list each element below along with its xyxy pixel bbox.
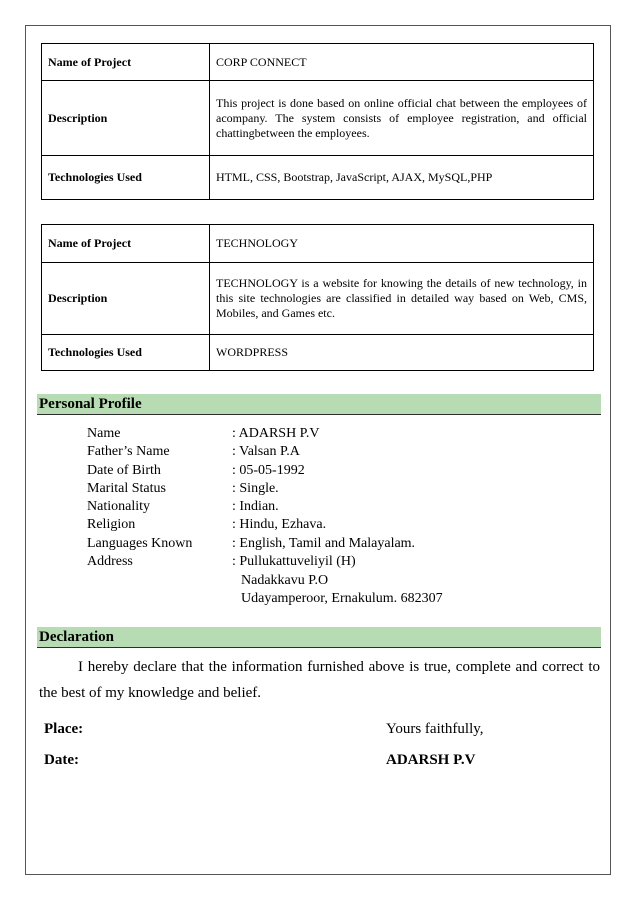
project-name-value: CORP CONNECT: [210, 44, 594, 81]
place-label: Place:: [44, 721, 84, 737]
project-description-label: Description: [42, 81, 210, 156]
project-description-row: [42, 263, 594, 335]
profile-value: : Pullukattuveliyil (H): [232, 554, 356, 570]
project-description-label: Description: [42, 263, 210, 335]
project-tech-value: HTML, CSS, Bootstrap, JavaScript, AJAX, MySQL,PHP: [210, 156, 594, 200]
profile-row-name: [87, 425, 415, 443]
profile-label: Address: [87, 554, 133, 570]
date-label: Date:: [44, 752, 79, 768]
profile-label: Date of Birth: [87, 462, 161, 478]
profile-label: Religion: [87, 517, 136, 533]
project-tech-label: Technologies Used: [42, 335, 210, 371]
project-table-corp-connect: [41, 43, 594, 200]
profile-row-languages: [87, 535, 415, 553]
profile-row-nationality: [87, 498, 415, 516]
address-line: Udayamperoor, Ernakulum. 682307: [241, 591, 443, 606]
profile-label: Name: [87, 426, 121, 441]
profile-label: Languages Known: [87, 535, 193, 551]
project-name-label: Name of Project: [42, 225, 210, 263]
project-name-row: [42, 225, 594, 263]
profile-row-father-name: [87, 443, 415, 461]
profile-value: : English, Tamil and Malayalam.: [232, 535, 416, 551]
profile-label: Marital Status: [87, 480, 166, 496]
profile-row-dob: [87, 462, 415, 480]
profile-value: : Valsan P.A: [232, 444, 300, 460]
declaration-text: I hereby declare that the information furnished above is true, complete and correct to the best of my knowledge and belief.: [39, 659, 600, 701]
project-description-row: [42, 81, 594, 156]
profile-row-religion: [87, 516, 415, 534]
profile-label: Nationality: [87, 499, 150, 515]
project-tech-value: WORDPRESS: [210, 335, 594, 371]
project-tech-row: [42, 335, 594, 371]
profile-value: : Hindu, Ezhava.: [232, 517, 327, 533]
project-tech-label: Technologies Used: [42, 156, 210, 200]
project-name-row: [42, 44, 594, 81]
project-description-value: This project is done based on online official chat between the employees of acompany. The system consists of employee registration, and official chattingbetween the employees.: [210, 81, 594, 156]
address-line: Nadakkavu P.O: [241, 573, 329, 588]
signatory-name: ADARSH P.V: [386, 752, 476, 768]
personal-profile-heading: Personal Profile: [37, 394, 601, 415]
declaration-heading: Declaration: [37, 627, 601, 648]
project-tech-row: [42, 156, 594, 200]
personal-profile-list: [87, 425, 415, 571]
profile-row-address: [87, 553, 415, 571]
project-name-value: TECHNOLOGY: [210, 225, 594, 263]
project-description-value: TECHNOLOGY is a website for knowing the details of new technology, in this site technologies are classified in detailed way based on Web, CMS, Mobiles, and Games etc.: [210, 263, 594, 335]
project-table-technology: [41, 224, 594, 371]
profile-row-marital-status: [87, 480, 415, 498]
profile-value: : Indian.: [232, 499, 279, 515]
project-name-label: Name of Project: [42, 44, 210, 81]
profile-label: Father’s Name: [87, 444, 170, 460]
profile-value: : Single.: [232, 480, 279, 496]
profile-value: : ADARSH P.V: [232, 426, 320, 441]
closing-text: Yours faithfully,: [386, 721, 484, 737]
profile-value: : 05-05-1992: [232, 462, 305, 478]
